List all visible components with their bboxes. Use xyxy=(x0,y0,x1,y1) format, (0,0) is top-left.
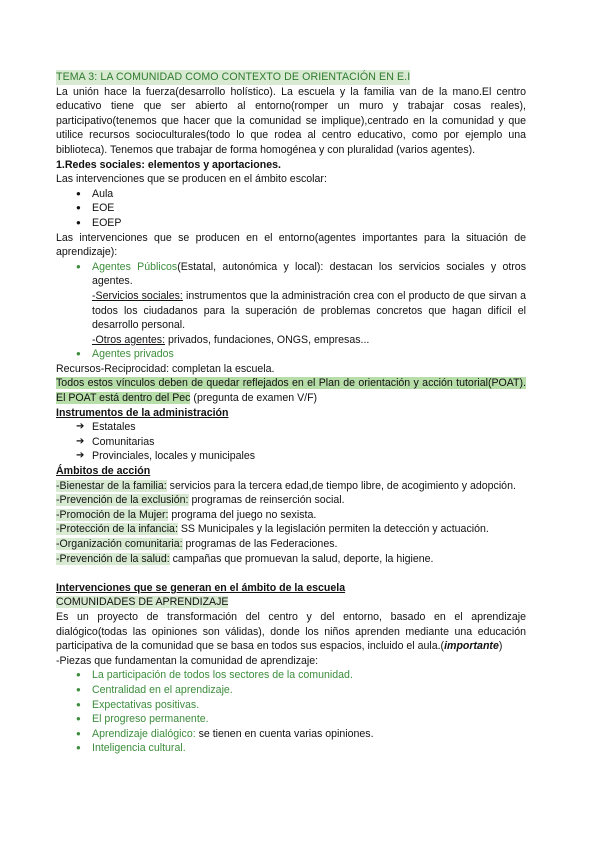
servicios-label: -Servicios sociales: xyxy=(92,289,183,302)
instrumentos-heading: Instrumentos de la administración xyxy=(56,406,229,419)
list-item xyxy=(56,668,526,683)
agentes-privados-label: Agentes privados xyxy=(92,348,174,361)
escuela-heading: Intervenciones que se generan en el ámbito de la escuela xyxy=(56,581,346,594)
ambito-label: -Prevención de la salud: xyxy=(56,552,170,565)
list-item: ➔ Comunitarias xyxy=(56,435,526,450)
list-item xyxy=(56,712,526,727)
subheading-text: COMUNIDADES DE APRENDIZAJE xyxy=(56,596,229,609)
ambito-item xyxy=(56,508,526,523)
ambito-text: programas de reinserción social. xyxy=(188,494,345,507)
pieza-text: El progreso permanente. xyxy=(92,713,209,726)
important-text: importante xyxy=(444,640,499,653)
ambito-item xyxy=(56,552,526,567)
list-item xyxy=(56,741,526,756)
list-item-agentes-publicos xyxy=(56,260,526,289)
list-item: ➔ Estatales xyxy=(56,420,526,435)
pieza-extra: se tienen en cuenta varias opiniones. xyxy=(195,727,374,740)
list-item-agentes-privados xyxy=(56,347,526,362)
recursos-line: Recursos-Reciprocidad: completan la escuela. xyxy=(56,362,275,375)
ambito-label: -Prevención de la exclusión: xyxy=(56,494,189,507)
agents-list-2 xyxy=(56,347,526,362)
list-item: ● EOE xyxy=(56,201,526,216)
agents-list xyxy=(56,260,526,289)
escuela-description xyxy=(56,610,526,654)
ambito-label: -Promoción de la Mujer: xyxy=(56,508,169,521)
document-page xyxy=(56,70,526,756)
spacer xyxy=(56,566,526,581)
ambito-text: programa del juego no sexista. xyxy=(168,508,317,521)
intro-paragraph: La unión hace la fuerza(desarrollo holístico). La escuela y la familia van de la mano.El centro educativo tiene que ser abierto al entorno(romper un muro y trabajar cosas reales), participativo(tenemos que hacer que la comunidad se implique),centrado en la comunidad y que utilice recursos socioculturales(todo lo que rodea al centro educativo, como por ejemplo una biblioteca). Tenemos que trabajar de forma homogénea y con pluralidad (varios agentes). xyxy=(56,85,526,156)
env-intro: Las intervenciones que se producen en el entorno(agentes importantes para la situación de aprendizaje): xyxy=(56,231,526,259)
instrumentos-list xyxy=(56,420,526,464)
poat-paragraph xyxy=(56,376,526,405)
ambito-label: -Bienestar de la familia: xyxy=(56,479,167,492)
ambito-item xyxy=(56,522,526,537)
otros-text: privados, fundaciones, ONGS, empresas... xyxy=(165,333,370,346)
agentes-publicos-label: Agentes Públicos xyxy=(92,260,178,273)
list-item: ● Aula xyxy=(56,187,526,202)
pieza-text: Aprendizaje dialógico: xyxy=(92,727,196,740)
section1-heading: 1.Redes sociales: elementos y aportaciones. xyxy=(56,158,281,171)
ambito-text: SS Municipales y la legislación permiten la detección y actuación. xyxy=(177,523,489,536)
agentes-publicos-text: (Estatal, autonómica y local): destacan los servicios sociales y otros agentes. xyxy=(92,260,526,288)
pieza-text: Centralidad en el aprendizaje. xyxy=(92,683,233,696)
ambito-label: -Protección de la infancia: xyxy=(56,523,178,536)
ambito-item xyxy=(56,479,526,494)
description-end: ) xyxy=(498,640,503,653)
list-item xyxy=(56,727,526,742)
ambito-text: programas de las Federaciones. xyxy=(182,538,338,550)
ambitos-heading: Ámbitos de acción xyxy=(56,465,151,478)
list-item xyxy=(56,698,526,713)
list-item: ➔ Provinciales, locales y municipales xyxy=(56,449,526,464)
school-intro: Las intervenciones que se producen en el ámbito escolar: xyxy=(56,173,327,186)
piezas-list xyxy=(56,668,526,756)
pieza-text: Expectativas positivas. xyxy=(92,698,200,711)
document-title xyxy=(56,70,526,85)
list-item xyxy=(56,683,526,698)
pieza-text: Inteligencia cultural. xyxy=(92,742,186,755)
piezas-intro: -Piezas que fundamentan la comunidad de aprendizaje: xyxy=(56,654,319,667)
ambito-item xyxy=(56,537,526,552)
pieza-text: La participación de todos los sectores de la comunidad. xyxy=(92,669,353,682)
title-text: TEMA 3: LA COMUNIDAD COMO CONTEXTO DE ORIENTACIÓN EN E.I xyxy=(56,71,411,83)
escuela-subheading xyxy=(56,595,526,610)
description-text: Es un proyecto de transformación del centro y del entorno, basado en el aprendizaje dialógico(todas las opiniones son válidas), donde los niños aprenden mediante una educación participativa de la comunidad que se basa en todos sus espacios, incluido el aula.( xyxy=(56,610,526,653)
otros-label: -Otros agentes: xyxy=(92,333,166,346)
poat-highlight: Todos estos vínculos deben de quedar reflejados en el Plan de orientación y acción tutorial(POAT). El POAT está dentro del Pec xyxy=(56,377,526,405)
ambito-text: servicios para la tercera edad,de tiempo libre, de acogimiento y adopción. xyxy=(166,479,516,492)
ambito-item xyxy=(56,493,526,508)
list-item: ● EOEP xyxy=(56,216,526,231)
otros-agentes xyxy=(56,333,526,348)
ambito-label: -Organización comunitaria: xyxy=(56,538,183,550)
poat-note: (pregunta de examen V/F) xyxy=(190,392,318,405)
school-list xyxy=(56,187,526,231)
ambito-text: campañas que promuevan la salud, deporte, la higiene. xyxy=(169,552,434,565)
servicios-text: instrumentos que la administración crea con el producto de que sirvan a todos los ciudadanos para la superación de problemas concretos que hagan difícil el desarrollo personal. xyxy=(92,289,526,332)
servicios-sociales xyxy=(56,289,526,333)
